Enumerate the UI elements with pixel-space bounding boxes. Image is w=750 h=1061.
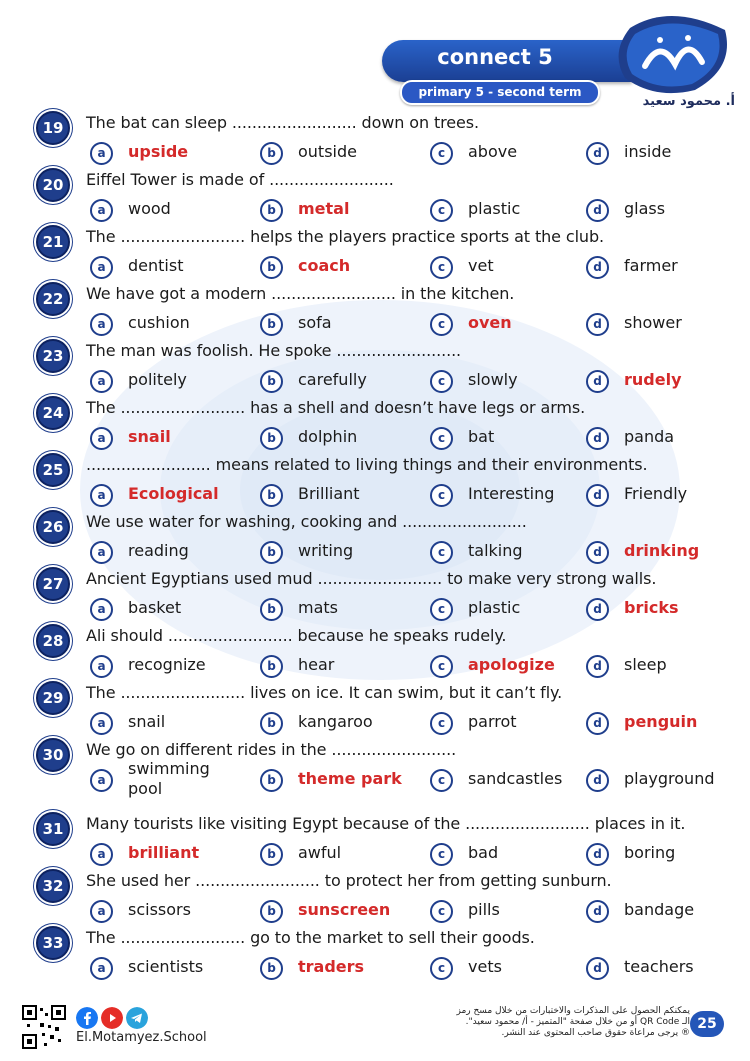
answer-option-d[interactable] (586, 598, 726, 622)
answer-option-a[interactable] (90, 712, 250, 736)
question-item (0, 512, 750, 568)
answer-option-d[interactable] (586, 712, 726, 736)
option-letter-badge: a (90, 598, 113, 621)
answer-option-c[interactable] (430, 313, 590, 337)
answer-option-a[interactable] (90, 256, 250, 280)
answer-option-c[interactable] (430, 655, 590, 679)
option-letter-badge: a (90, 256, 113, 279)
question-text: The ......................... go to the market to sell their goods. (86, 928, 535, 947)
option-letter-badge: a (90, 843, 113, 866)
question-text: The ......................... helps the players practice sports at the club. (86, 227, 605, 246)
footer-note-line: ® يرجى مراعاة حقوق صاحب المحتوى عند النشر. (501, 1028, 690, 1038)
option-text: outside (298, 142, 357, 161)
option-text: carefully (298, 370, 367, 389)
page-number: 25 (690, 1011, 724, 1037)
option-text: reading (128, 541, 189, 560)
option-text: bandage (624, 900, 695, 919)
option-letter-badge: b (260, 900, 283, 923)
question-number-badge: 23 (36, 339, 70, 373)
question-text: ......................... means related to living things and their environments. (86, 455, 648, 474)
answer-option-a[interactable] (90, 313, 250, 337)
answer-option-b[interactable] (260, 769, 420, 793)
option-letter-badge: d (586, 769, 609, 792)
answer-option-d[interactable] (586, 957, 726, 981)
answer-option-a[interactable] (90, 484, 250, 508)
answer-option-c[interactable] (430, 712, 590, 736)
option-text: kangaroo (298, 712, 373, 731)
correct-answer-text: snail (128, 427, 171, 446)
option-letter-badge: b (260, 484, 283, 507)
answer-option-d[interactable] (586, 769, 726, 793)
qr-code-icon[interactable] (22, 1005, 66, 1049)
option-letter-badge: c (430, 843, 453, 866)
correct-answer-text: theme park (298, 769, 402, 788)
option-letter-badge: b (260, 843, 283, 866)
option-letter-badge: a (90, 769, 113, 792)
footer-note (440, 1006, 690, 1039)
answer-option-d[interactable] (586, 484, 726, 508)
correct-answer-text: traders (298, 957, 365, 976)
option-text: parrot (468, 712, 517, 731)
option-letter-badge: c (430, 199, 453, 222)
option-letter-badge: d (586, 370, 609, 393)
option-letter-badge: b (260, 712, 283, 735)
option-letter-badge: c (430, 769, 453, 792)
correct-answer-text: rudely (624, 370, 682, 389)
option-text: slowly (468, 370, 518, 389)
correct-answer-text: oven (468, 313, 512, 332)
option-letter-badge: c (430, 900, 453, 923)
option-text: writing (298, 541, 354, 560)
answer-option-a[interactable] (90, 655, 250, 679)
option-letter-badge: b (260, 598, 283, 621)
correct-answer-text: bricks (624, 598, 679, 617)
option-text: dolphin (298, 427, 358, 446)
question-number-badge: 31 (36, 812, 70, 846)
option-text: scientists (128, 957, 204, 976)
option-text: sleep (624, 655, 667, 674)
question-text: We have got a modern ......................... in the kitchen. (86, 284, 515, 303)
question-item (0, 569, 750, 625)
option-letter-badge: c (430, 142, 453, 165)
question-text: The ......................... has a shell and doesn’t have legs or arms. (86, 398, 586, 417)
option-letter-badge: b (260, 957, 283, 980)
question-text: The ......................... lives on ice. It can swim, but it can’t fly. (86, 683, 563, 702)
answer-option-d[interactable] (586, 313, 726, 337)
facebook-icon[interactable] (76, 1007, 98, 1029)
question-item (0, 455, 750, 511)
question-item (0, 814, 750, 870)
option-text: shower (624, 313, 682, 332)
answer-option-b[interactable] (260, 957, 420, 981)
answer-option-a[interactable] (90, 843, 250, 867)
question-number-badge: 29 (36, 681, 70, 715)
answer-option-b[interactable] (260, 598, 420, 622)
option-letter-badge: b (260, 769, 283, 792)
answer-option-b[interactable] (260, 199, 420, 223)
option-letter-badge: c (430, 598, 453, 621)
option-text: plastic (468, 199, 521, 218)
answer-option-a[interactable] (90, 142, 250, 166)
option-letter-badge: d (586, 484, 609, 507)
question-number-badge: 21 (36, 225, 70, 259)
question-text: Many tourists like visiting Egypt because of the ......................... places in it. (86, 814, 686, 833)
option-text: Interesting (468, 484, 555, 503)
question-number-badge: 27 (36, 567, 70, 601)
option-letter-badge: c (430, 484, 453, 507)
answer-option-b[interactable] (260, 427, 420, 451)
answer-option-a[interactable] (90, 427, 250, 451)
question-number-badge: 24 (36, 396, 70, 430)
option-letter-badge: d (586, 957, 609, 980)
answer-option-a[interactable] (90, 900, 250, 924)
option-letter-badge: d (586, 427, 609, 450)
option-text: snail (128, 712, 166, 731)
correct-answer-text: upside (128, 142, 189, 161)
option-text: plastic (468, 598, 521, 617)
option-letter-badge: b (260, 427, 283, 450)
answer-option-c[interactable] (430, 541, 590, 565)
answer-option-c[interactable] (430, 484, 590, 508)
question-number-badge: 28 (36, 624, 70, 658)
option-text: farmer (624, 256, 678, 275)
option-text: boring (624, 843, 676, 862)
correct-answer-text: drinking (624, 541, 700, 560)
option-letter-badge: c (430, 313, 453, 336)
option-letter-badge: d (586, 655, 609, 678)
option-letter-badge: a (90, 712, 113, 735)
question-item (0, 740, 750, 796)
answer-option-c[interactable] (430, 199, 590, 223)
option-letter-badge: a (90, 313, 113, 336)
answer-option-b[interactable] (260, 370, 420, 394)
correct-answer-text: Ecological (128, 484, 219, 503)
question-number-badge: 25 (36, 453, 70, 487)
option-letter-badge: a (90, 484, 113, 507)
answer-option-a[interactable] (90, 199, 250, 223)
question-text: We go on different rides in the ......................... (86, 740, 457, 759)
option-text: sofa (298, 313, 332, 332)
option-text: bat (468, 427, 495, 446)
answer-option-d[interactable] (586, 843, 726, 867)
question-number-badge: 20 (36, 168, 70, 202)
answer-option-c[interactable] (430, 843, 590, 867)
question-number-badge: 33 (36, 926, 70, 960)
option-text: scissors (128, 900, 191, 919)
option-text: glass (624, 199, 666, 218)
answer-option-a[interactable] (90, 541, 250, 565)
answer-option-b[interactable] (260, 712, 420, 736)
option-letter-badge: c (430, 427, 453, 450)
answer-option-c[interactable] (430, 957, 590, 981)
option-text: playground (624, 769, 715, 788)
answer-option-c[interactable] (430, 900, 590, 924)
option-letter-badge: c (430, 256, 453, 279)
option-letter-badge: c (430, 712, 453, 735)
youtube-icon[interactable] (101, 1007, 123, 1029)
question-text: We use water for washing, cooking and ......................... (86, 512, 527, 531)
answer-option-b[interactable] (260, 313, 420, 337)
question-text: Ancient Egyptians used mud ......................... to make very strong walls. (86, 569, 657, 588)
option-letter-badge: d (586, 900, 609, 923)
question-number-badge: 30 (36, 738, 70, 772)
option-letter-badge: c (430, 655, 453, 678)
option-letter-badge: d (586, 598, 609, 621)
answer-option-d[interactable] (586, 900, 726, 924)
question-number-badge: 32 (36, 869, 70, 903)
option-letter-badge: a (90, 199, 113, 222)
correct-answer-text: coach (298, 256, 351, 275)
answer-option-a[interactable] (90, 759, 250, 798)
option-letter-badge: b (260, 199, 283, 222)
answer-option-c[interactable] (430, 598, 590, 622)
question-item (0, 871, 750, 927)
answer-option-d[interactable] (586, 142, 726, 166)
question-item (0, 398, 750, 454)
answer-option-a[interactable] (90, 370, 250, 394)
correct-answer-text: sunscreen (298, 900, 391, 919)
option-letter-badge: d (586, 712, 609, 735)
answer-option-c[interactable] (430, 256, 590, 280)
option-letter-badge: a (90, 957, 113, 980)
footer-note-line: الـ QR Code أو من خلال صفحة "المتميز - أ/ محمود سعيد". (465, 1017, 690, 1027)
question-item (0, 284, 750, 340)
page-title: connect 5 (437, 45, 553, 69)
brand-logo (600, 8, 740, 100)
website-label: El.Motamyez.School (76, 1030, 207, 1045)
answer-option-b[interactable] (260, 541, 420, 565)
answer-option-a[interactable] (90, 957, 250, 981)
option-text: wood (128, 199, 171, 218)
answer-option-c[interactable] (430, 370, 590, 394)
option-text: talking (468, 541, 523, 560)
option-letter-badge: a (90, 900, 113, 923)
answer-option-d[interactable] (586, 655, 726, 679)
option-letter-badge: c (430, 541, 453, 564)
correct-answer-text: penguin (624, 712, 698, 731)
option-text: hear (298, 655, 335, 674)
question-number-badge: 19 (36, 111, 70, 145)
option-text: mats (298, 598, 338, 617)
correct-answer-text: apologize (468, 655, 555, 674)
answer-option-d[interactable] (586, 541, 726, 565)
option-text: inside (624, 142, 672, 161)
option-text: pills (468, 900, 500, 919)
option-text: swimming pool (128, 759, 210, 798)
question-text: The bat can sleep ......................... down on trees. (86, 113, 480, 132)
answer-option-d[interactable] (586, 427, 726, 451)
question-number-badge: 22 (36, 282, 70, 316)
option-text: awful (298, 843, 342, 862)
option-letter-badge: c (430, 957, 453, 980)
option-text: recognize (128, 655, 206, 674)
option-letter-badge: b (260, 655, 283, 678)
answer-option-b[interactable] (260, 843, 420, 867)
correct-answer-text: metal (298, 199, 350, 218)
page-subtitle: primary 5 - second term (400, 80, 600, 105)
option-text: dentist (128, 256, 184, 275)
answer-option-b[interactable] (260, 900, 420, 924)
option-text: vets (468, 957, 502, 976)
question-item (0, 170, 750, 226)
option-letter-badge: b (260, 256, 283, 279)
question-text: Ali should ......................... because he speaks rudely. (86, 626, 507, 645)
question-item (0, 928, 750, 984)
option-text: sandcastles (468, 769, 563, 788)
answer-option-b[interactable] (260, 256, 420, 280)
option-text: vet (468, 256, 494, 275)
option-letter-badge: d (586, 256, 609, 279)
option-letter-badge: b (260, 370, 283, 393)
telegram-icon[interactable] (126, 1007, 148, 1029)
option-text: Friendly (624, 484, 688, 503)
option-letter-badge: b (260, 313, 283, 336)
answer-option-a[interactable] (90, 598, 250, 622)
answer-option-b[interactable] (260, 655, 420, 679)
answer-option-d[interactable] (586, 370, 726, 394)
question-item (0, 626, 750, 682)
option-text: above (468, 142, 518, 161)
option-letter-badge: b (260, 541, 283, 564)
option-letter-badge: a (90, 427, 113, 450)
option-text: cushion (128, 313, 190, 332)
answer-option-c[interactable] (430, 769, 590, 793)
option-text: Brilliant (298, 484, 360, 503)
question-item (0, 227, 750, 283)
option-letter-badge: d (586, 843, 609, 866)
option-letter-badge: d (586, 313, 609, 336)
option-letter-badge: a (90, 142, 113, 165)
answer-option-c[interactable] (430, 142, 590, 166)
question-item (0, 341, 750, 397)
question-text: Eiffel Tower is made of ......................... (86, 170, 394, 189)
correct-answer-text: brilliant (128, 843, 200, 862)
option-letter-badge: b (260, 142, 283, 165)
question-item (0, 683, 750, 739)
option-text: panda (624, 427, 675, 446)
option-text: bad (468, 843, 499, 862)
option-letter-badge: a (90, 370, 113, 393)
answer-option-c[interactable] (430, 427, 590, 451)
footer-note-line: يمكنكم الحصول على المذكرات والاختبارات من خلال مسح رمز (456, 1006, 690, 1016)
option-letter-badge: d (586, 199, 609, 222)
option-text: teachers (624, 957, 694, 976)
option-text: basket (128, 598, 182, 617)
option-letter-badge: a (90, 655, 113, 678)
option-letter-badge: c (430, 370, 453, 393)
author-name: أ. محمود سعيد (642, 94, 735, 109)
option-letter-badge: d (586, 142, 609, 165)
answer-option-d[interactable] (586, 199, 726, 223)
option-text: politely (128, 370, 187, 389)
option-letter-badge: a (90, 541, 113, 564)
question-text: She used her ......................... to protect her from getting sunburn. (86, 871, 612, 890)
answer-option-b[interactable] (260, 142, 420, 166)
question-text: The man was foolish. He spoke ......................... (86, 341, 462, 360)
answer-option-d[interactable] (586, 256, 726, 280)
question-number-badge: 26 (36, 510, 70, 544)
option-letter-badge: d (586, 541, 609, 564)
answer-option-b[interactable] (260, 484, 420, 508)
question-item (0, 113, 750, 169)
